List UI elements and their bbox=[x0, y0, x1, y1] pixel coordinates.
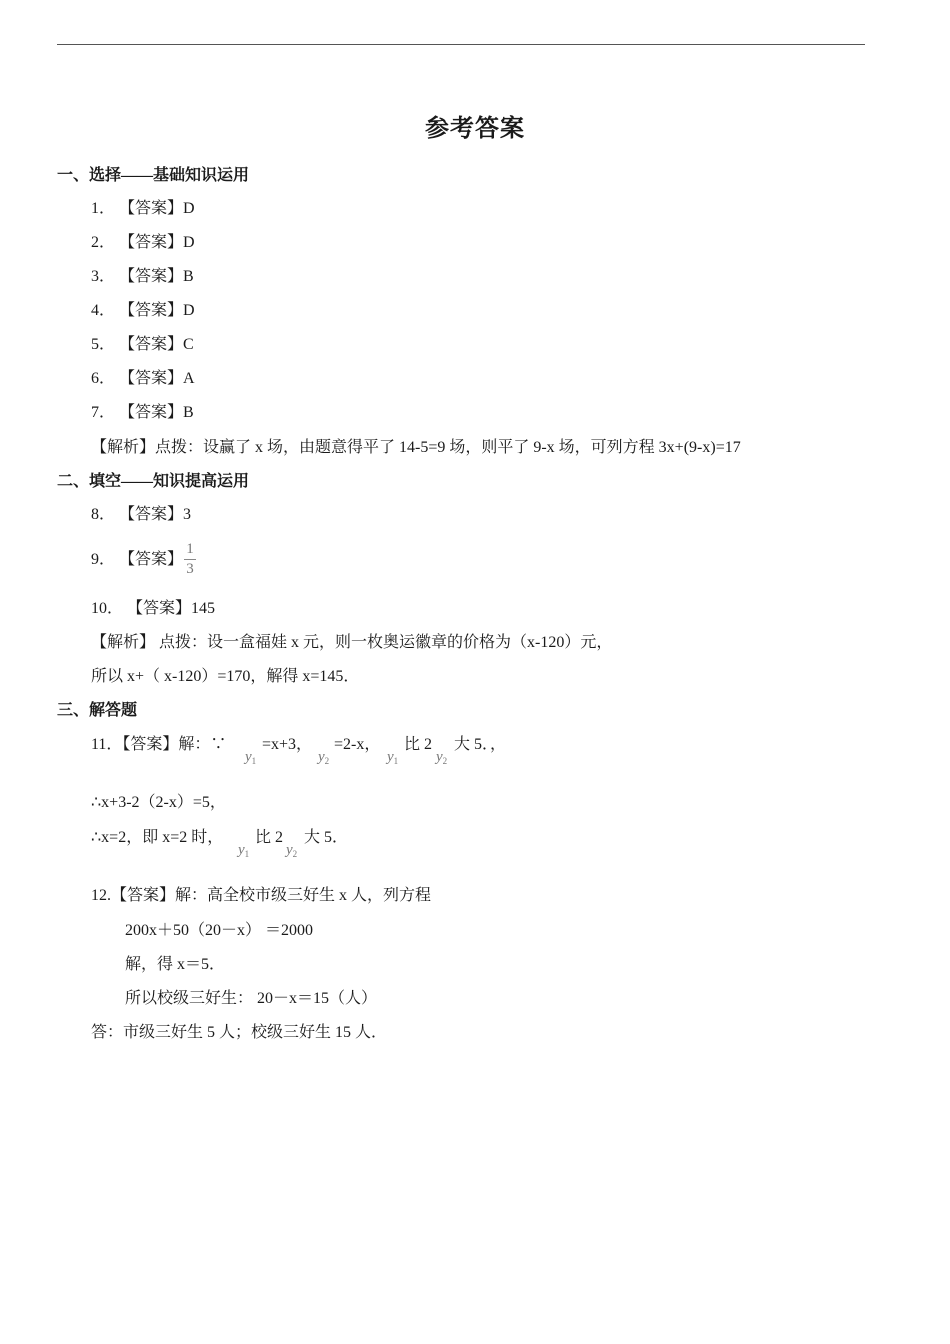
header-rule bbox=[57, 44, 865, 45]
q11-eq2: =2-x， bbox=[334, 736, 381, 753]
item-answer: 【答案】D bbox=[119, 234, 195, 251]
fraction-denominator: 3 bbox=[186, 561, 194, 577]
section-heading-2: 二、填空——知识提高运用 bbox=[57, 473, 250, 490]
fraction-numerator: 1 bbox=[186, 541, 194, 557]
answer-item-5 bbox=[91, 335, 194, 355]
item-number: 4． bbox=[91, 302, 116, 319]
item-answer: 【答案】145 bbox=[127, 600, 216, 617]
fraction-bar bbox=[184, 559, 196, 560]
q11-line3-bi: 比 2 bbox=[255, 829, 284, 846]
item-number: 5． bbox=[91, 336, 116, 353]
math-y1: $y_1$ bbox=[238, 842, 250, 859]
section-heading-3: 三、解答题 bbox=[57, 702, 138, 719]
fraction-one-third bbox=[184, 541, 196, 577]
item-number: 9． bbox=[91, 551, 116, 568]
item-number: 3． bbox=[91, 268, 116, 285]
math-y2: $y_2$ bbox=[286, 842, 298, 859]
q11-lead: 11．【答案】解：∵ bbox=[91, 736, 227, 753]
q11-line3-da: 大 5． bbox=[304, 829, 349, 846]
q11-bi: 比 2 bbox=[404, 736, 433, 753]
answer-item-10 bbox=[91, 599, 215, 619]
math-y2: $y_2$ bbox=[318, 749, 330, 766]
q11-line3: ∴x=2，即 x=2 时， bbox=[91, 829, 224, 846]
item-number: 1． bbox=[91, 200, 116, 217]
q12-so: 所以校级三好生： 20－x＝15（人） bbox=[125, 990, 378, 1007]
q12-equation: 200x＋50（20－x） ＝2000 bbox=[125, 922, 314, 939]
math-y2: $y_2$ bbox=[436, 749, 448, 766]
answer-item-2 bbox=[91, 233, 195, 253]
item-answer: 【答案】B bbox=[119, 404, 194, 421]
analysis-10-line2: 所以 x+（ x-120）=170，解得 x=145． bbox=[91, 668, 360, 685]
analysis-10: 【解析】 点拨：设一盒福娃 x 元，则一枚奥运徽章的价格为（x-120）元， bbox=[91, 634, 613, 651]
q12-answer: 答：市级三好生 5 人；校级三好生 15 人． bbox=[91, 1024, 388, 1041]
answer-item-4 bbox=[91, 301, 195, 321]
item-number: 10． bbox=[91, 600, 124, 617]
q12-lead: 12.【答案】解：高全校市级三好生 x 人，列方程 bbox=[91, 887, 432, 904]
page-title: 参考答案 bbox=[425, 116, 525, 142]
item-answer: 【答案】A bbox=[119, 370, 195, 387]
answer-item-9 bbox=[91, 550, 183, 570]
answer-item-8 bbox=[91, 505, 191, 525]
item-answer: 【答案】D bbox=[119, 200, 195, 217]
q11-line2: ∴x+3-2（2-x）=5， bbox=[91, 794, 226, 811]
q11-eq1: =x+3， bbox=[262, 736, 313, 753]
analysis-7: 【解析】点拨：设赢了 x 场，由题意得平了 14-5=9 场，则平了 9-x 场，可列方程 3x+(9-x)=17 bbox=[91, 439, 741, 456]
math-y1: $y_1$ bbox=[387, 749, 399, 766]
answer-item-1 bbox=[91, 199, 195, 219]
item-answer: 【答案】D bbox=[119, 302, 195, 319]
item-answer: 【答案】 bbox=[119, 551, 184, 568]
item-answer: 【答案】3 bbox=[119, 506, 192, 523]
item-answer: 【答案】B bbox=[119, 268, 194, 285]
math-y1: $y_1$ bbox=[245, 749, 257, 766]
item-number: 6． bbox=[91, 370, 116, 387]
item-answer: 【答案】C bbox=[119, 336, 194, 353]
q11-da: 大 5．， bbox=[454, 736, 507, 753]
answer-item-3 bbox=[91, 267, 194, 287]
answer-item-7 bbox=[91, 403, 194, 423]
item-number: 8． bbox=[91, 506, 116, 523]
item-number: 7． bbox=[91, 404, 116, 421]
q12-solve: 解，得 x＝5． bbox=[125, 956, 226, 973]
answer-item-6 bbox=[91, 369, 195, 389]
item-number: 2． bbox=[91, 234, 116, 251]
section-heading-1: 一、选择——基础知识运用 bbox=[57, 167, 250, 184]
